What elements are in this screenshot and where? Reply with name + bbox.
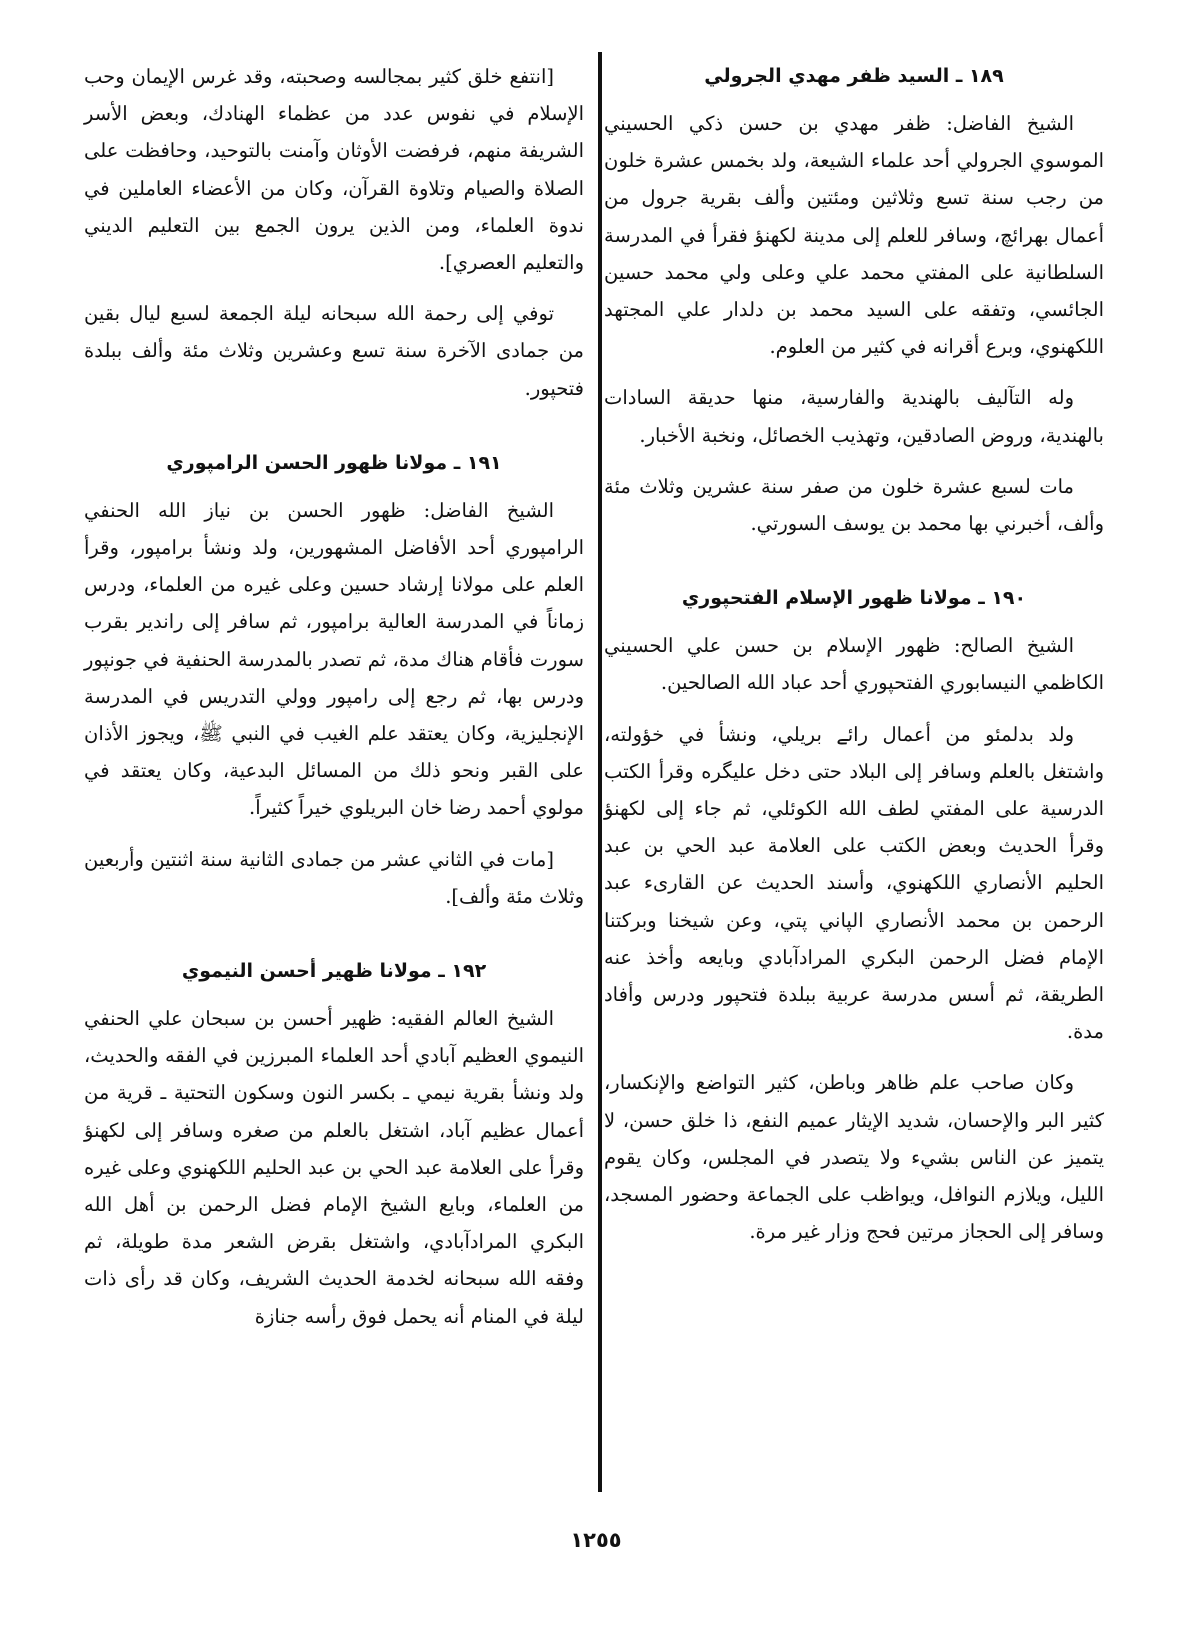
entry-heading-191: ١٩١ ـ مولانا ظهور الحسن الرامپوري <box>166 451 502 474</box>
entry-190 <box>604 580 1104 1250</box>
entry-190-continuation <box>84 58 584 407</box>
page-number: ١٢٥٥ <box>570 1528 622 1552</box>
entry-heading-192: ١٩٢ ـ مولانا ظهير أحسن النيموي <box>181 960 487 983</box>
entry-189-paragraph-2: وله التآليف بالهندية والفارسية، منها حديقة السادات بالهندية، وروض الصادقين، وتهذيب الخصائل، ونخبة الأخبار. <box>604 386 1104 447</box>
entry-190-paragraph-2: ولد بدلمئو من أعمال رائے بريلي، ونشأ في خؤولته، واشتغل بالعلم وسافر إلى البلاد حتى دخل عليگره وقرأ الكتب الدرسية على المفتي لطف الله الكوئلي، ثم جاء إلى لكهنؤ وقرأ الحديث وبعض الكتب على العلامة عبد الحي بن عبد الحليم الأنصاري اللكهنوي، وأسند الحديث عن القارىء عبد الرحمن بن محمد الأنصاري الپاني پتي، وعن شيخنا وبركتنا الإمام فضل الرحمن البكري المرادآبادي وبايعه وأخذ عنه الطريقة، ثم أسس مدرسة عربية ببلدة فتحپور ودرس وأفاد مدة. <box>604 722 1104 1044</box>
entry-heading-189: ١٨٩ ـ السيد ظفر مهدي الجرولي <box>704 65 1004 87</box>
column-divider <box>598 52 602 1492</box>
entry-190-paragraph-3: وكان صاحب علم ظاهر وباطن، كثير التواضع والإنكسار، كثير البر والإحسان، شديد الإيثار عميم النفع، ذا خلق حسن، لا يتميز عن الناس بشيء ولا يتصدر في المجلس، وكان يقوم الليل، ويلازم النوافل، ويواظب على الجماعة وحضور المسجد، وسافر إلى الحجاز مرتين فحج وزار غير مرة. <box>604 1071 1104 1244</box>
left-column <box>84 58 584 1349</box>
entry-heading-190: ١٩٠ ـ مولانا ظهور الإسلام الفتحپوري <box>681 587 1027 610</box>
continuation-paragraph-2: توفي إلى رحمة الله سبحانه ليلة الجمعة لسبع ليال بقين من جمادى الآخرة سنة تسع وعشرين وثلاث مئة وألف ببلدة فتحپور. <box>84 302 584 400</box>
entry-189-paragraph-3: مات لسبع عشرة خلون من صفر سنة عشرين وثلاث مئة وألف، أخبرني بها محمد بن يوسف السورتي. <box>604 474 1104 536</box>
entry-191 <box>84 445 584 915</box>
entry-190-paragraph-1: الشيخ الصالح: ظهور الإسلام بن حسن علي الحسيني الكاظمي النيسابوري الفتحپوري أحد عباد الله الصالحين. <box>604 634 1104 695</box>
continuation-paragraph-1: [انتفع خلق كثير بمجالسه وصحبته، وقد غرس الإيمان وحب الإسلام في نفوس عدد من عظماء الهنادك، وبعض الأسر الشريفة منهم، فرفضت الأوثان وآمنت بالتوحيد، وحافظت على الصلاة والصيام وتلاوة القرآن، وكان من الأعضاء العاملين في ندوة العلماء، ومن الذين يرون الجمع بين التعليم الديني والتعليم العصري]. <box>84 65 584 275</box>
entry-189-paragraph-1: الشيخ الفاضل: ظفر مهدي بن حسن ذكي الحسيني الموسوي الجرولي أحد علماء الشيعة، ولد بخمس عشرة خلون من رجب سنة تسع وثلاثين ومئتين وألف بقرية جرول من أعمال بهرائچ، وسافر للعلم إلى مدينة لكهنؤ فقرأ في المدرسة السلطانية على المفتي محمد علي وعلى ولي محمد حسين الجائسي، وتفقه على السيد محمد بن دلدار علي المجتهد اللكهنوي، وبرع أقرانه في كثير من العلوم. <box>604 112 1104 359</box>
entry-189 <box>604 58 1104 542</box>
entry-192 <box>84 953 584 1335</box>
entry-191-paragraph-2: [مات في الثاني عشر من جمادى الثانية سنة اثنتين وأربعين وثلاث مئة وألف]. <box>84 847 584 908</box>
right-column <box>604 58 1104 1264</box>
entry-191-paragraph-1: الشيخ الفاضل: ظهور الحسن بن نياز الله الحنفي الرامپوري أحد الأفاضل المشهورين، ولد ونشأ برامپور، وقرأ العلم على مولانا إرشاد حسين وعلى غيره من العلماء، ودرس زماناً في المدرسة العالية برامپور، ثم سافر إلى راندير بقرب سورت فأقام هناك مدة، ثم تصدر بالمدرسة الحنفية في جونپور ودرس بها، ثم رجع إلى رامپور وولي التدريس في المدرسة الإنجليزية، وكان يعتقد علم الغيب في النبي ﷺ، ويجوز الأذان على القبر ونحو ذلك من المسائل البدعية، وكان يعتقد في مولوي أحمد رضا خان البريلوي خيراً كثيراً. <box>84 498 584 820</box>
entry-192-paragraph-1: الشيخ العالم الفقيه: ظهير أحسن بن سبحان علي الحنفي النيموي العظيم آبادي أحد العلماء المبرزين في الفقه والحديث، ولد ونشأ بقرية نيمي ـ بكسر النون وسكون التحتية ـ قرية من أعمال عظيم آباد، اشتغل بالعلم من صغره وسافر إلى لكهنؤ وقرأ على العلامة عبد الحي بن عبد الحليم اللكهنوي وعلى غيره من العلماء، وبايع الشيخ الإمام فضل الرحمن بن أهل الله البكري المرادآبادي، واشتغل بقرض الشعر مدة طويلة، ثم وفقه الله سبحانه لخدمة الحديث الشريف، وكان قد رأى ذات ليلة في المنام أنه يحمل فوق رأسه جنازة <box>84 1007 584 1328</box>
